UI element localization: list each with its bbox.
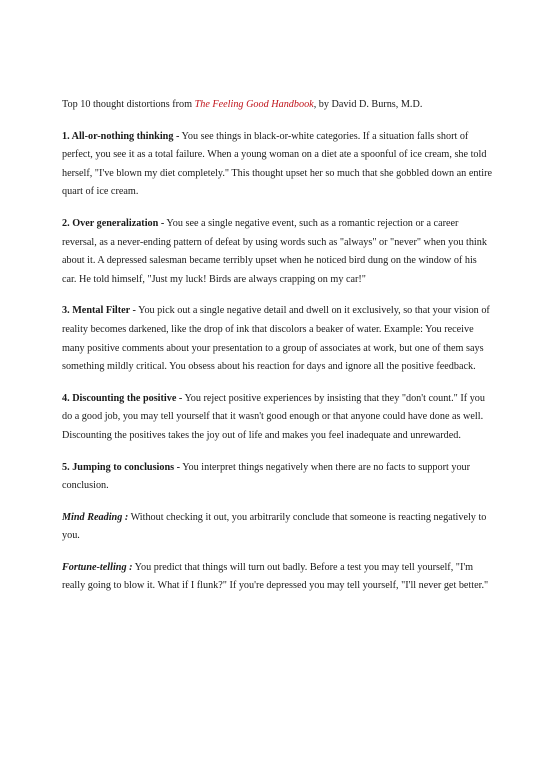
- item-text: You interpret things negatively when there are no facts to support your conclusion.: [62, 461, 471, 492]
- document-body: [62, 96, 492, 609]
- intro-prefix: Top 10 thought distortions from: [62, 99, 195, 110]
- item-text: You pick out a single negative detail and dwell on it exclusively, so that your vision of reality becomes darkened, like the drop of ink that discolors a beaker of water. Example: You receive many positive comments about your presentation to a group of associates at work, but one of them says something mildly critical. You obsess about his reaction for days and ignore all the positive feedback.: [62, 305, 490, 373]
- item-text: You see things in black-or-white categories. If a situation falls short of perfect, you see it as a total failure. When a young woman on a diet ate a spoonful of ice cream, she told herself, "I've blown my diet completely." This thought upset her so much that she gobbled down an entire quart of ice cream.: [62, 130, 493, 198]
- subitem-heading: Mind Reading :: [62, 511, 129, 523]
- subitem-fortune-telling: [62, 559, 492, 596]
- distortion-item-2: [62, 215, 492, 289]
- subitem-text: Without checking it out, you arbitrarily conclude that someone is reacting negatively to you.: [62, 511, 487, 542]
- item-heading: 5. Jumping to conclusions -: [62, 461, 181, 473]
- item-heading: 1. All-or-nothing thinking -: [62, 130, 180, 142]
- distortion-item-5: [62, 459, 492, 496]
- intro-line: [62, 96, 492, 115]
- book-title: The Feeling Good Handbook: [194, 99, 314, 110]
- distortion-item-4: [62, 390, 492, 446]
- intro-suffix: , by David D. Burns, M.D.: [313, 99, 423, 110]
- item-heading: 4. Discounting the positive -: [62, 392, 183, 404]
- distortion-item-1: [62, 128, 492, 202]
- item-heading: 3. Mental Filter -: [62, 305, 136, 317]
- item-text: You reject positive experiences by insisting that they "don't count." If you do a good job, you may tell yourself that it wasn't good enough or that anyone could have done as well. Discounting the positives takes the joy out of life and makes you feel inadequate and unrewarded.: [62, 392, 485, 441]
- item-text: You see a single negative event, such as a romantic rejection or a career reversal, as a never-ending pattern of defeat by using words such as "always" or "never" when you think about it. A depressed salesman became terribly upset when he noticed bird dung on the window of his car. He told himself, "Just my luck! Birds are always crapping on my car!": [62, 217, 487, 285]
- subitem-mind-reading: [62, 509, 492, 546]
- subitem-text: You predict that things will turn out badly. Before a test you may tell yourself, "I'm really going to blow it. What if I flunk?" If you're depressed you may tell yourself, "I'll never get better.": [62, 561, 489, 592]
- distortion-item-3: [62, 302, 492, 376]
- subitem-heading: Fortune-telling :: [62, 561, 133, 573]
- item-heading: 2. Over generalization -: [62, 217, 165, 229]
